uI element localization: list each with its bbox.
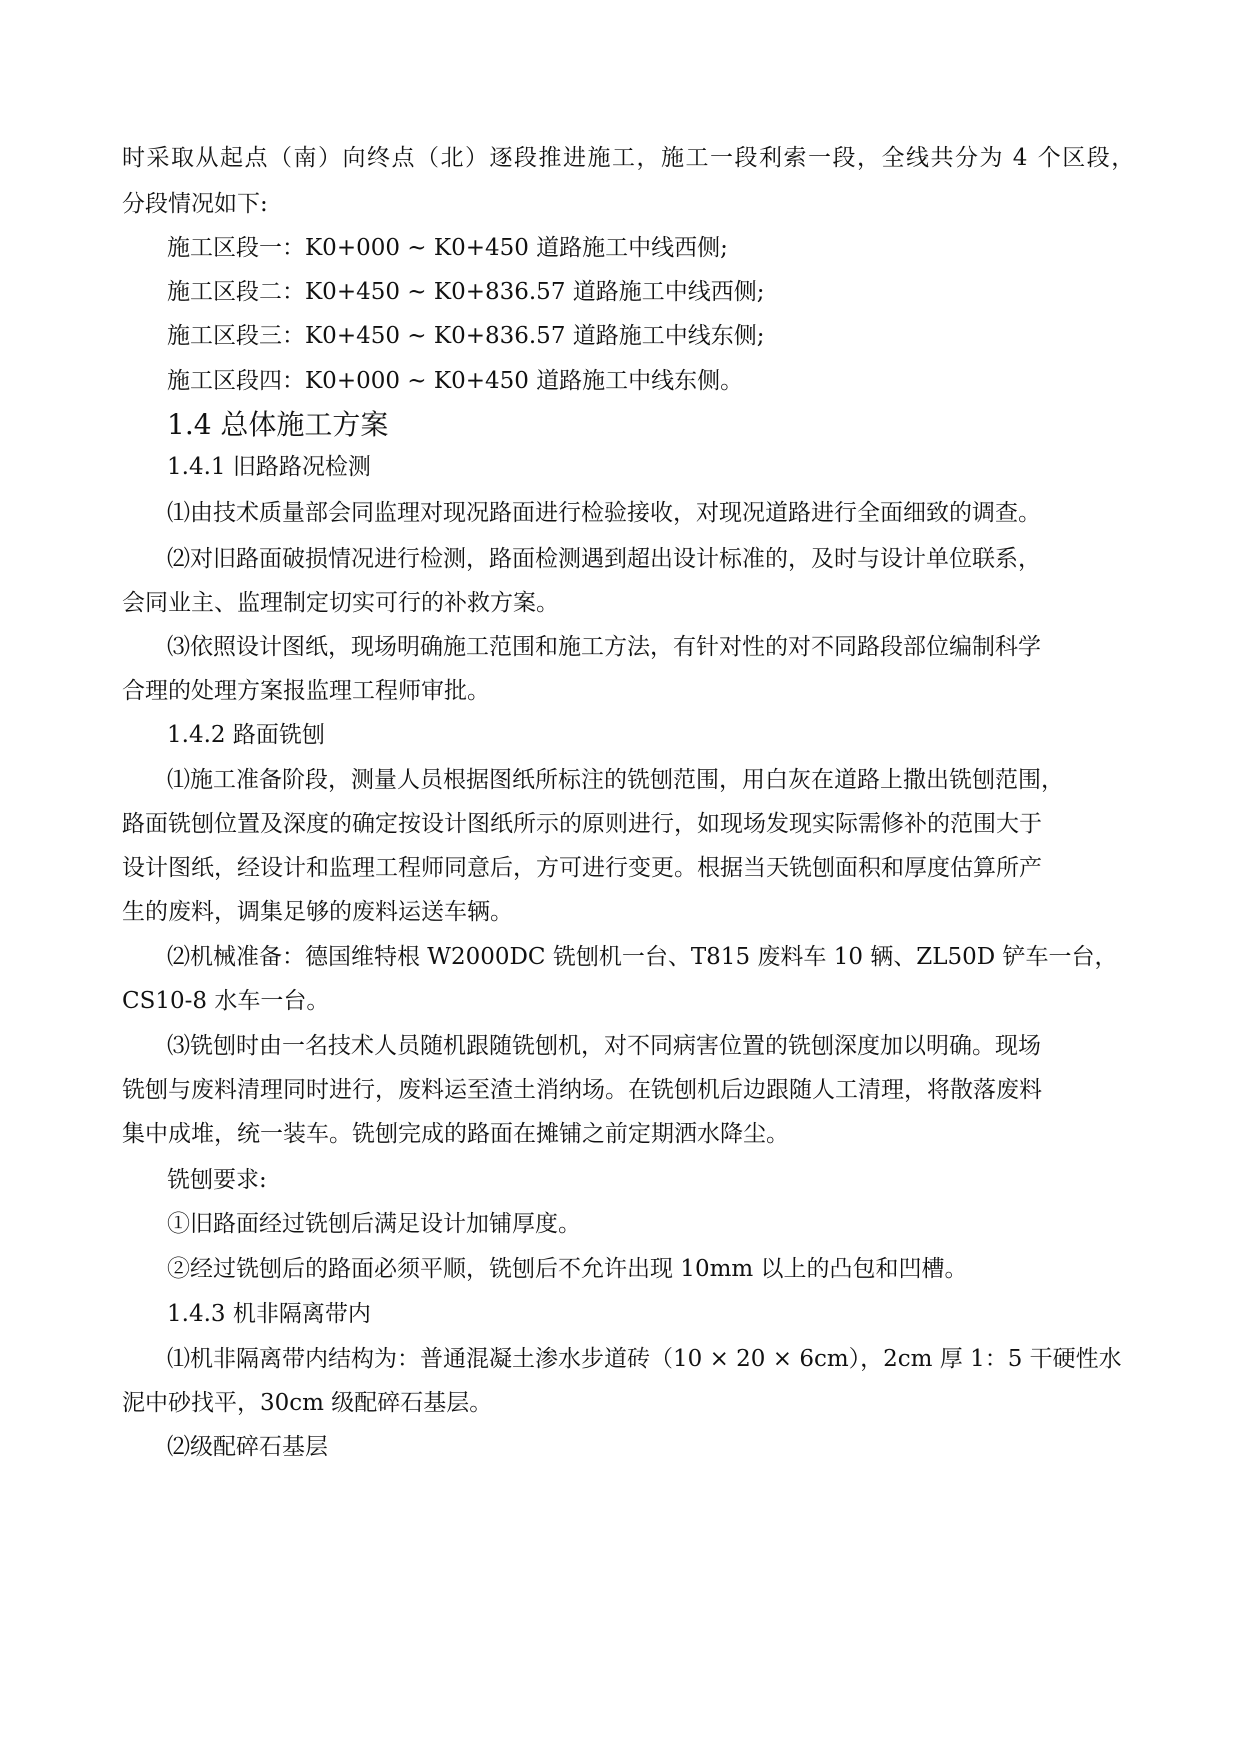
paragraph-1-4-3-item-1-line-1: ⑴机非隔离带内结构为：普通混凝土渗水步道砖（10 × 20 × 6cm），2cm 厚 1：5 干硬性水 <box>167 1346 1122 1372</box>
intro-line-2: 分段情况如下: <box>122 191 268 217</box>
paragraph-1-4-1-item-1: ⑴由技术质量部会同监理对现况路面进行检验接收，对现况道路进行全面细致的调查。 <box>167 500 1041 526</box>
milling-requirements-heading: 铣刨要求: <box>167 1167 267 1193</box>
paragraph-1-4-2-item-1-line-4: 生的废料，调集足够的废料运送车辆。 <box>122 899 513 925</box>
segment-item-3: 施工区段三：K0+450 ~ K0+836.57 道路施工中线东侧; <box>167 323 765 349</box>
segment-item-4: 施工区段四：K0+000 ~ K0+450 道路施工中线东侧。 <box>167 368 744 394</box>
intro-line-1: 时采取从起点（南）向终点（北）逐段推进施工，施工一段利索一段，全线共分为 4 个区段， <box>122 145 1136 171</box>
paragraph-1-4-2-item-1-line-1: ⑴施工准备阶段，测量人员根据图纸所标注的铣刨范围，用白灰在道路上撒出铣刨范围， <box>167 767 1064 793</box>
paragraph-1-4-2-item-3-line-3: 集中成堆，统一装车。铣刨完成的路面在摊铺之前定期洒水降尘。 <box>122 1121 789 1147</box>
paragraph-1-4-1-item-2-line-2: 会同业主、监理制定切实可行的补救方案。 <box>122 590 559 616</box>
paragraph-1-4-2-item-2-line-1: ⑵机械准备：德国维特根 W2000DC 铣刨机一台、T815 废料车 10 辆、ZL50D 铲车一台， <box>167 944 1118 970</box>
paragraph-1-4-1-item-3-line-2: 合理的处理方案报监理工程师审批。 <box>122 678 490 704</box>
paragraph-1-4-1-item-2-line-1: ⑵对旧路面破损情况进行检测，路面检测遇到超出设计标准的，及时与设计单位联系， <box>167 546 1041 572</box>
milling-requirement-1: ①旧路面经过铣刨后满足设计加铺厚度。 <box>167 1211 581 1237</box>
subsection-heading-1-4-2: 1.4.2 路面铣刨 <box>167 722 325 748</box>
subsection-heading-1-4-1: 1.4.1 旧路路况检测 <box>167 454 371 480</box>
paragraph-1-4-2-item-1-line-2: 路面铣刨位置及深度的确定按设计图纸所示的原则进行，如现场发现实际需修补的范围大于 <box>122 811 1042 837</box>
milling-requirement-2: ②经过铣刨后的路面必须平顺，铣刨后不允许出现 10mm 以上的凸包和凹槽。 <box>167 1256 968 1282</box>
paragraph-1-4-2-item-1-line-3: 设计图纸，经设计和监理工程师同意后，方可进行变更。根据当天铣刨面积和厚度估算所产 <box>122 855 1042 881</box>
section-heading-1-4: 1.4 总体施工方案 <box>167 408 389 441</box>
segment-item-1: 施工区段一：K0+000 ~ K0+450 道路施工中线西侧; <box>167 235 728 261</box>
paragraph-1-4-2-item-3-line-2: 铣刨与废料清理同时进行，废料运至渣土消纳场。在铣刨机后边跟随人工清理，将散落废料 <box>122 1077 1042 1103</box>
segment-item-2: 施工区段二：K0+450 ~ K0+836.57 道路施工中线西侧; <box>167 279 765 305</box>
paragraph-1-4-3-item-2: ⑵级配碎石基层 <box>167 1434 328 1460</box>
paragraph-1-4-2-item-3-line-1: ⑶铣刨时由一名技术人员随机跟随铣刨机，对不同病害位置的铣刨深度加以明确。现场 <box>167 1033 1041 1059</box>
subsection-heading-1-4-3: 1.4.3 机非隔离带内 <box>167 1301 371 1327</box>
paragraph-1-4-1-item-3-line-1: ⑶依照设计图纸，现场明确施工范围和施工方法，有针对性的对不同路段部位编制科学 <box>167 634 1041 660</box>
paragraph-1-4-3-item-1-line-2: 泥中砂找平，30cm 级配碎石基层。 <box>122 1390 493 1416</box>
paragraph-1-4-2-item-2-line-2: CS10-8 水车一台。 <box>122 988 330 1014</box>
